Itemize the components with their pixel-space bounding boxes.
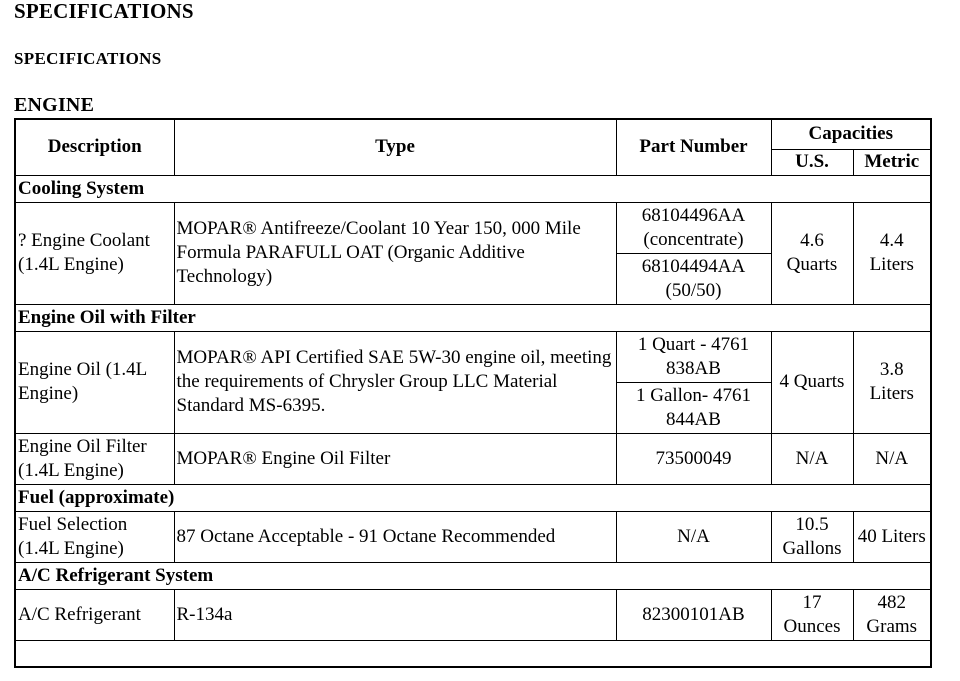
oil-type: MOPAR® API Certified SAE 5W-30 engine oil, meeting the requirements of Chrysler Group LLC Material Standard MS-6395. [174,331,616,433]
coolant-metric: 4.4 Liters [853,202,931,304]
table-row-ac [15,589,931,640]
fuel-us: 10.5 Gallons [771,511,853,562]
coolant-part-concentrate: 68104496AA (concentrate) [616,202,771,253]
fuel-type: 87 Octane Acceptable - 91 Octane Recommended [174,511,616,562]
filter-type: MOPAR® Engine Oil Filter [174,433,616,484]
ac-us: 17 Ounces [771,589,853,640]
table-row-fuel [15,511,931,562]
table-row-empty [15,640,931,667]
table-row-oil [15,331,931,382]
document-title: SPECIFICATIONS [14,0,194,23]
section-label-oil: Engine Oil with Filter [15,304,931,331]
section-row-ac [15,562,931,589]
header-metric: Metric [853,149,931,175]
ac-metric: 482 Grams [853,589,931,640]
oil-description: Engine Oil (1.4L Engine) [15,331,174,433]
fuel-description: Fuel Selection (1.4L Engine) [15,511,174,562]
header-us: U.S. [771,149,853,175]
oil-part-gallon: 1 Gallon- 4761 844AB [616,382,771,433]
coolant-part-5050: 68104494AA (50/50) [616,253,771,304]
ac-part: 82300101AB [616,589,771,640]
table-row-coolant [15,202,931,253]
coolant-description: ? Engine Coolant (1.4L Engine) [15,202,174,304]
section-row-fuel [15,484,931,511]
section-heading-engine: ENGINE [14,94,95,116]
oil-metric: 3.8 Liters [853,331,931,433]
header-capacities: Capacities [771,119,931,149]
empty-cell [15,640,931,667]
coolant-type: MOPAR® Antifreeze/Coolant 10 Year 150, 000 Mile Formula PARAFULL OAT (Organic Additive Technology) [174,202,616,304]
section-label-ac: A/C Refrigerant System [15,562,931,589]
header-part-number: Part Number [616,119,771,175]
filter-part: 73500049 [616,433,771,484]
coolant-us: 4.6 Quarts [771,202,853,304]
filter-description: Engine Oil Filter (1.4L Engine) [15,433,174,484]
filter-us: N/A [771,433,853,484]
table-row-filter [15,433,931,484]
header-description: Description [15,119,174,175]
ac-description: A/C Refrigerant [15,589,174,640]
oil-part-quart: 1 Quart - 4761 838AB [616,331,771,382]
ac-type: R-134a [174,589,616,640]
fuel-part: N/A [616,511,771,562]
section-row-cooling [15,175,931,202]
section-row-oil [15,304,931,331]
header-type: Type [174,119,616,175]
header-row [15,119,931,149]
engine-spec-table [14,118,932,668]
filter-metric: N/A [853,433,931,484]
section-label-fuel: Fuel (approximate) [15,484,931,511]
section-label-cooling: Cooling System [15,175,931,202]
document-subtitle: SPECIFICATIONS [14,49,162,68]
oil-us: 4 Quarts [771,331,853,433]
fuel-metric: 40 Liters [853,511,931,562]
